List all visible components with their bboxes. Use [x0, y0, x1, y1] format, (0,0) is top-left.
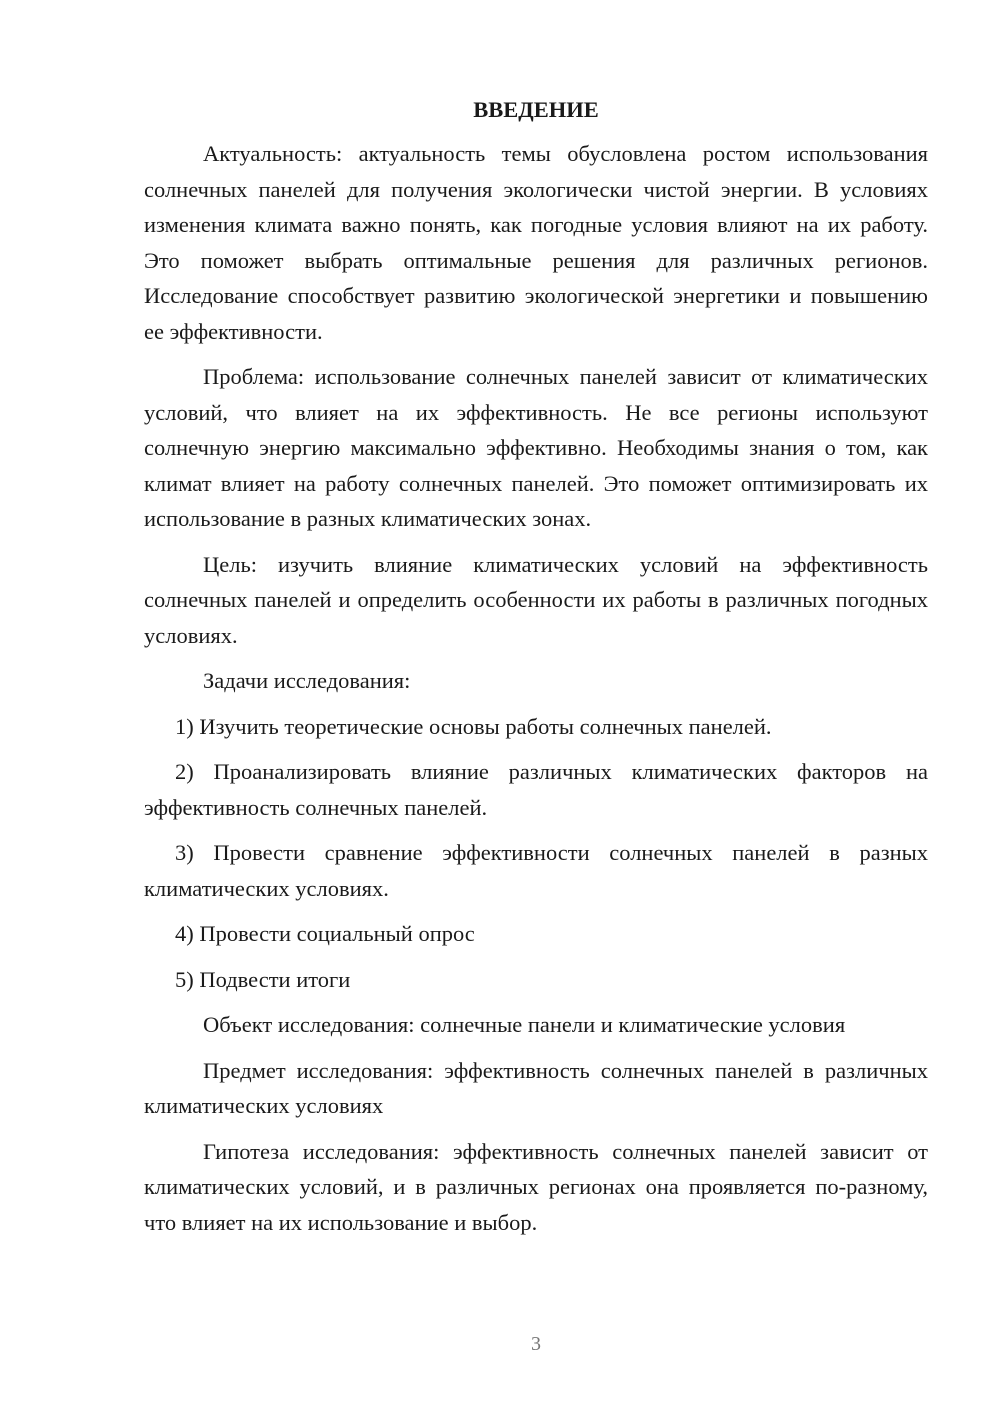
task-item: 1) Изучить теоретические основы работы солнечных панелей. — [175, 713, 772, 739]
page-title: ВВЕДЕНИЕ — [473, 97, 599, 122]
object-paragraph: Объект исследования: солнечные панели и климатические условия — [203, 1012, 846, 1037]
tasks-heading: Задачи исследования: — [203, 668, 411, 693]
relevance-paragraph: Актуальность: актуальность темы обусловлена ростом использования солнечных панелей для получения экологически чистой энергии. В условиях изменения климата важно понять, как погодные условия влияют на их работу. Это поможет выбрать оптимальные решения для различных регионов. Исследование способствует развитию экологической энергетики и повышению ее эффективности. — [144, 141, 928, 344]
task-item: 4) Провести социальный опрос — [175, 921, 475, 946]
page-number: 3 — [531, 1333, 541, 1355]
task-item: 5) Подвести итоги — [175, 966, 351, 992]
goal-paragraph: Цель: изучить влияние климатических условий на эффективность солнечных панелей и определить особенности их работы в различных погодных условиях. — [144, 551, 928, 648]
hypothesis-paragraph: Гипотеза исследования: эффективность солнечных панелей зависит от климатических условий, и в различных регионах она проявляется по-разному, что влияет на их использование и выбор. — [144, 1138, 928, 1235]
subject-paragraph: Предмет исследования: эффективность солнечных панелей в различных климатических условиях — [144, 1057, 928, 1118]
task-item: 2) Проанализировать влияние различных климатических факторов на эффективность солнечных панелей. — [144, 759, 928, 820]
problem-paragraph: Проблема: использование солнечных панелей зависит от климатических условий, что влияет на их эффективность. Не все регионы используют солнечную энергию максимально эффективно. Необходимы знания о том, как климат влияет на работу солнечных панелей. Это поможет оптимизировать их использование в разных климатических зонах. — [144, 364, 928, 531]
document-page — [144, 92, 928, 1250]
task-item: 3) Провести сравнение эффективности солнечных панелей в разных климатических условиях. — [144, 840, 928, 901]
